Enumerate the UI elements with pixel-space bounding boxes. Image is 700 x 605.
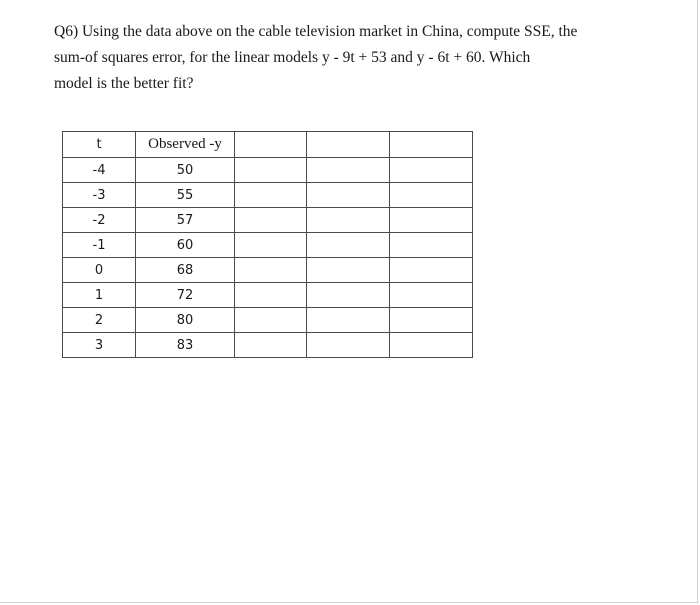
header-empty-3 xyxy=(390,132,473,158)
table-row xyxy=(63,308,473,333)
cell-empty xyxy=(235,283,307,308)
cell-empty xyxy=(235,333,307,358)
cell-empty xyxy=(390,233,473,258)
cell-observed-y: 60 xyxy=(136,233,235,258)
cell-empty xyxy=(390,183,473,208)
cell-empty xyxy=(390,308,473,333)
cell-empty xyxy=(307,283,390,308)
cell-observed-y: 55 xyxy=(136,183,235,208)
table-row xyxy=(63,258,473,283)
cell-empty xyxy=(235,258,307,283)
cell-empty xyxy=(307,208,390,233)
cell-empty xyxy=(307,258,390,283)
data-table xyxy=(62,131,473,358)
cell-t: -3 xyxy=(63,183,136,208)
question-line-1: Q6) Using the data above on the cable television market in China, compute SSE, the xyxy=(54,23,578,40)
table-row xyxy=(63,208,473,233)
cell-t: -1 xyxy=(63,233,136,258)
table-row xyxy=(63,183,473,208)
cell-empty xyxy=(235,208,307,233)
question-text xyxy=(54,19,654,97)
header-t: t xyxy=(63,132,136,158)
cell-empty xyxy=(390,158,473,183)
cell-t: -4 xyxy=(63,158,136,183)
cell-observed-y: 83 xyxy=(136,333,235,358)
cell-empty xyxy=(307,333,390,358)
cell-empty xyxy=(307,233,390,258)
cell-t: -2 xyxy=(63,208,136,233)
header-observed-y: Observed -y xyxy=(136,132,235,158)
cell-empty xyxy=(235,183,307,208)
header-empty-1 xyxy=(235,132,307,158)
cell-empty xyxy=(390,333,473,358)
cell-empty xyxy=(390,283,473,308)
table-row xyxy=(63,158,473,183)
table-row xyxy=(63,333,473,358)
table-header-row xyxy=(63,132,473,158)
cell-empty xyxy=(235,308,307,333)
cell-observed-y: 80 xyxy=(136,308,235,333)
cell-t: 2 xyxy=(63,308,136,333)
cell-observed-y: 50 xyxy=(136,158,235,183)
cell-observed-y: 72 xyxy=(136,283,235,308)
cell-empty xyxy=(307,183,390,208)
cell-t: 1 xyxy=(63,283,136,308)
header-empty-2 xyxy=(307,132,390,158)
cell-observed-y: 57 xyxy=(136,208,235,233)
cell-empty xyxy=(390,208,473,233)
cell-empty xyxy=(307,308,390,333)
table-row xyxy=(63,283,473,308)
cell-empty xyxy=(307,158,390,183)
cell-empty xyxy=(235,233,307,258)
cell-empty xyxy=(390,258,473,283)
question-line-3: model is the better fit? xyxy=(54,75,194,92)
cell-t: 3 xyxy=(63,333,136,358)
table-row xyxy=(63,233,473,258)
cell-t: 0 xyxy=(63,258,136,283)
cell-empty xyxy=(235,158,307,183)
question-line-2: sum-of squares error, for the linear models y - 9t + 53 and y - 6t + 60. Which xyxy=(54,49,531,66)
cell-observed-y: 68 xyxy=(136,258,235,283)
